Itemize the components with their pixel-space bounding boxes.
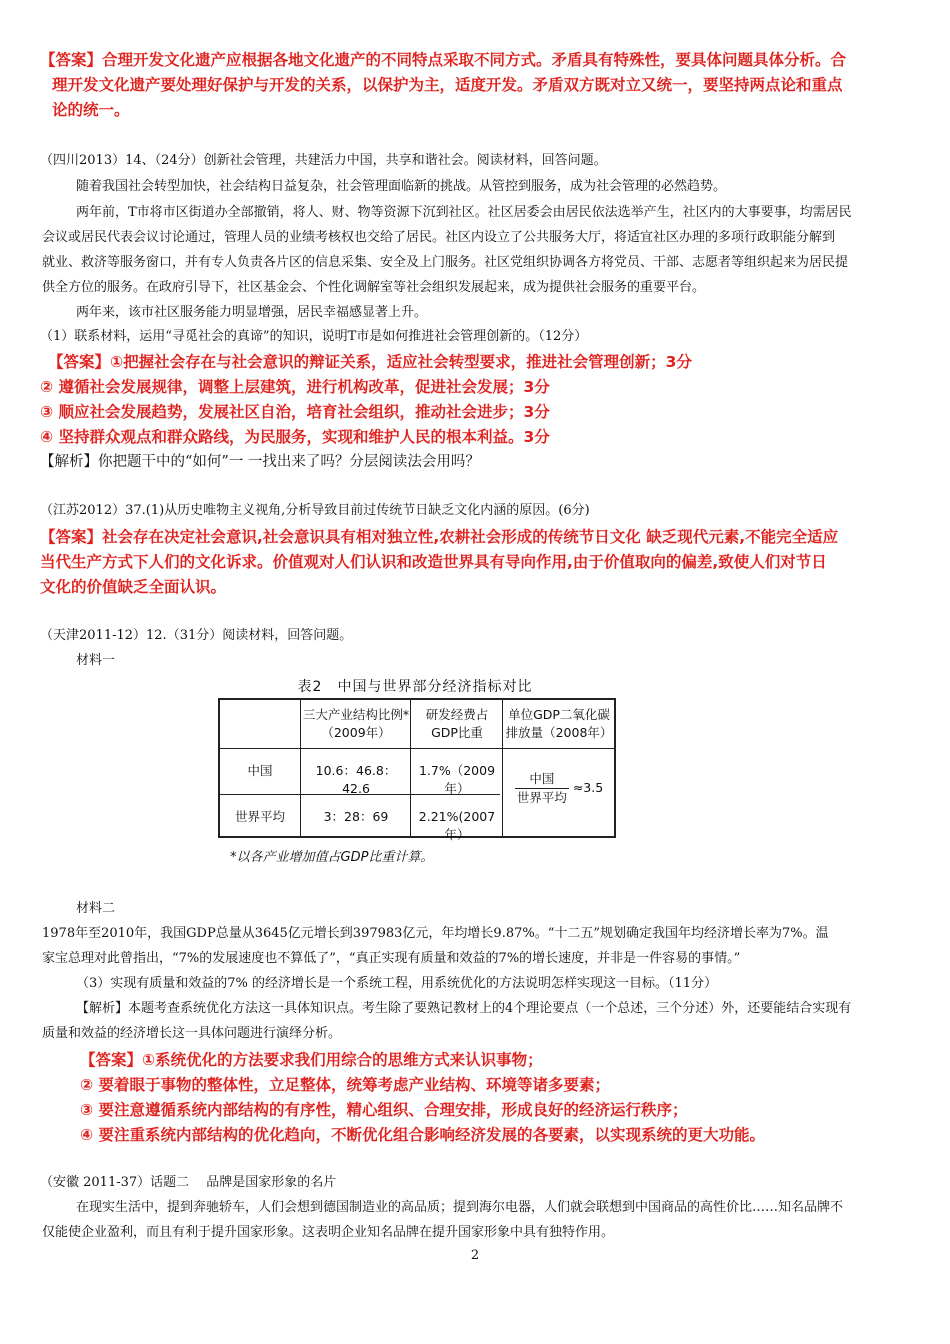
sichuan-answer-2: ② 遵循社会发展规律，调整上层建筑，进行机构改革，促进社会发展；3分 — [40, 378, 550, 396]
table-title: 表2 中国与世界部分经济指标对比 — [297, 679, 533, 695]
sichuan-p2-line1: 两年前，T市将市区街道办全部撤销，将人、财、物等资源下沉到社区。社区居委会由居民依法选举产生，社区内的大事要事，均需居民 — [76, 205, 852, 220]
top-answer-line1: 【答案】合理开发文化遗产应根据各地文化遗产的不同特点采取不同方式。矛盾具有特殊性，要具体问题具体分析。合 — [40, 51, 847, 69]
jiangsu-answer-line1: 【答案】社会存在决定社会意识,社会意识具有相对独立性,农耕社会形成的传统节日文化 缺乏现代元素,不能完全适应 — [40, 528, 839, 546]
sichuan-answer-4: ④ 坚持群众观点和群众路线，为民服务，实现和维护人民的根本利益。3分 — [40, 428, 550, 446]
tianjin-answer-2: ② 要着眼于事物的整体性，立足整体，统筹考虑产业结构、环境等诸多要素； — [80, 1076, 611, 1094]
world-structure: 3：28：69 — [323, 809, 389, 824]
sichuan-analysis: 【解析】你把题干中的“如何”一 一找出来了吗？分层阅读法会用吗？ — [40, 454, 480, 470]
economic-indicators-table — [210, 676, 620, 892]
sichuan-p2-line4: 供全方位的服务。在政府引导下，社区基金会、个性化调解室等社会组织发展起来，成为提供社会服务的重要平台。 — [42, 280, 706, 295]
sichuan-p3: 两年来，该市社区服务能力明显增强，居民幸福感显著上升。 — [76, 305, 428, 320]
jiangsu-answer-line3: 文化的价值缺乏全面认识。 — [40, 578, 227, 596]
china-structure: 10.6：46.8：42.6 — [315, 763, 397, 796]
top-answer — [40, 48, 912, 123]
col-header-structure: 三大产业结构比例* （2009年） — [302, 707, 410, 740]
col-header-co2: 单位GDP二氧化碳 排放量（2008年） — [505, 707, 613, 740]
tianjin-question: （3）实现有质量和效益的7% 的经济增长是一个系统工程，用系统优化的方法说明怎样实现这一目标。（11分） — [76, 976, 718, 991]
china-rd: 1.7%（2009年） — [418, 763, 496, 796]
tianjin-analysis-line1: 【解析】本题考查系统优化方法这一具体知识点。考生除了要熟记教材上的4个理论要点（一个总述，三个分述）外，还要能结合实现有 — [76, 1001, 852, 1016]
row-label-world: 世界平均 — [234, 809, 285, 824]
tianjin-answer-4: ④ 要注重系统内部结构的优化趋向，不断优化组合影响经济发展的各要素，以实现系统的更大功能。 — [80, 1126, 766, 1144]
col-header-rd: 研发经费占 GDP比重 — [425, 707, 489, 740]
material-two-line1: 1978年至2010年，我国GDP总量从3645亿元增长到397983亿元，年均增长9.87%。“十二五”规划确定我国年均经济增长率为7%。温 — [42, 926, 829, 941]
co2-ratio: $\frac{\text{中国}}{\text{世界平均}}$ ≈3.5 — [516, 771, 604, 805]
material-one-label: 材料一 — [76, 653, 116, 668]
sichuan-answer-1: 【答案】①把握社会存在与社会意识的辩证关系，适应社会转型要求，推进社会管理创新；3分 — [48, 353, 692, 371]
table-grid — [218, 698, 616, 842]
world-rd: 2.21%(2007年） — [418, 809, 496, 842]
anhui-header: （安徽 2011-37）话题二 品牌是国家形象的名片 — [40, 1175, 337, 1190]
table-footnote: *以各产业增加值占GDP比重计算。 — [230, 850, 434, 865]
page-number: 2 — [470, 1248, 480, 1263]
material-two-label: 材料二 — [76, 901, 116, 916]
sichuan-question: （1）联系材料，运用“寻觅社会的真谛”的知识，说明T市是如何推进社会管理创新的。（12分） — [40, 329, 588, 344]
row-label-china: 中国 — [247, 763, 273, 778]
sichuan-header: （四川2013）14、（24分）创新社会管理，共建活力中国，共享和谐社会。阅读材料，回答问题。 — [40, 153, 607, 168]
sichuan-p2-line2: 会议或居民代表会议讨论通过，管理人员的业绩考核权也交给了居民。社区内设立了公共服务大厅，将适宜社区办理的多项行政职能分解到 — [42, 230, 836, 245]
tianjin-analysis-line2: 质量和效益的经济增长这一具体问题进行演绎分析。 — [42, 1026, 342, 1041]
anhui-line2: 仅能使企业盈利，而且有利于提升国家形象。这表明企业知名品牌在提升国家形象中具有独特作用。 — [42, 1225, 615, 1240]
jiangsu-answer-line2: 当代生产方式下人们的文化诉求。价值观对人们认识和改造世界具有导向作用,由于价值取向的偏差,致使人们对节日 — [40, 553, 827, 571]
top-answer-line3: 论的统一。 — [52, 101, 130, 119]
tianjin-answer-3: ③ 要注意遵循系统内部结构的有序性，精心组织、合理安排，形成良好的经济运行秩序； — [80, 1101, 688, 1119]
sichuan-p1: 随着我国社会转型加快，社会结构日益复杂，社会管理面临新的挑战。从管控到服务，成为社会管理的必然趋势。 — [76, 179, 727, 194]
jiangsu-header: （江苏2012）37.(1)从历史唯物主义视角,分析导致目前过传统节日缺乏文化内涵的原因。(6分) — [40, 503, 590, 518]
tianjin-header: （天津2011-12）12.（31分）阅读材料，回答问题。 — [40, 628, 353, 643]
tianjin-answer-1: 【答案】①系统优化的方法要求我们用综合的思维方式来认识事物； — [80, 1051, 543, 1069]
material-two-line2: 家宝总理对此曾指出，“7%的发展速度也不算低了”，“真正实现有质量和效益的7%的增长速度，并非是一件容易的事情。” — [42, 951, 741, 966]
top-answer-line2: 理开发文化遗产要处理好保护与开发的关系，以保护为主，适度开发。矛盾双方既对立又统一，要坚持两点论和重点 — [52, 76, 843, 94]
sichuan-p2-line3: 就业、救济等服务窗口，并有专人负责各片区的信息采集、安全及上门服务。社区党组织协调各方将党员、干部、志愿者等组织起来为居民提 — [42, 255, 849, 270]
sichuan-answer-3: ③ 顺应社会发展趋势，发展社区自治，培育社会组织，推动社会进步；3分 — [40, 403, 550, 421]
anhui-line1: 在现实生活中，提到奔驰轿车，人们会想到德国制造业的高品质；提到海尔电器，人们就会联想到中国商品的高性价比……知名品牌不 — [76, 1200, 844, 1215]
